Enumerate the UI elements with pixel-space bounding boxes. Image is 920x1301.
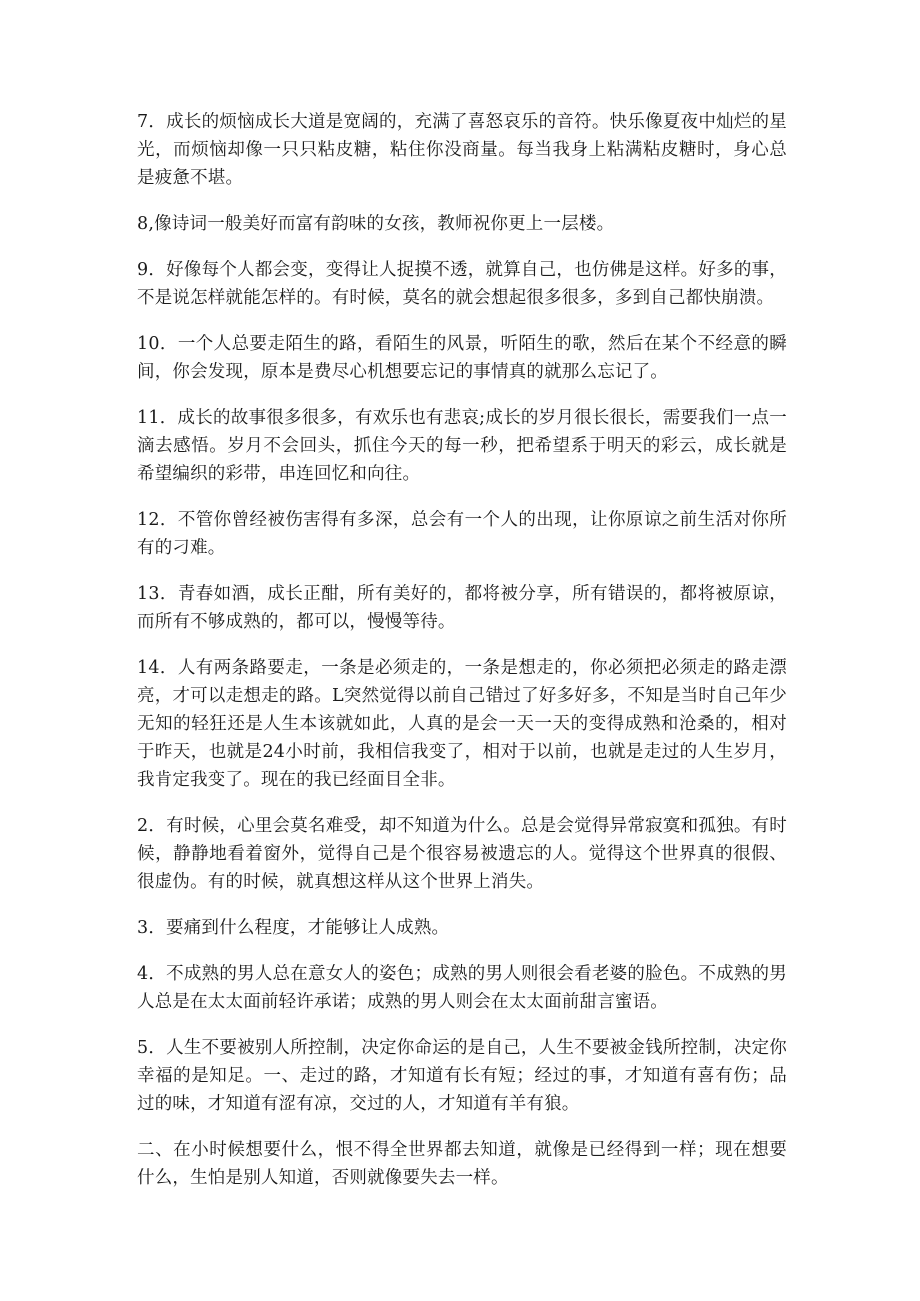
paragraph-13: 13．青春如酒，成长正酣，所有美好的，都将被分享，所有错误的，都将被原谅，而所有不够成熟的，都可以，慢慢等待。 — [137, 584, 787, 632]
paragraph-12: 12．不管你曾经被伤害得有多深，总会有一个人的出现，让你原谅之前生活对你所有的刁难。 — [137, 510, 787, 558]
paragraph-er: 二、在小时候想要什么，恨不得全世界都去知道，就像是已经得到一样；现在想要什么，生怕是别人知道，否则就像要失去一样。 — [137, 1140, 787, 1188]
paragraph-7: 7．成长的烦恼成长大道是宽阔的，充满了喜怒哀乐的音符。快乐像夏夜中灿烂的星光，而烦恼却像一只只粘皮糖，粘住你没商量。每当我身上粘满粘皮糖时，身心总是疲惫不堪。 — [137, 112, 787, 188]
paragraph-5: 5．人生不要被别人所控制，决定你命运的是自己，人生不要被金钱所控制，决定你幸福的是知足。一、走过的路，才知道有长有短；经过的事，才知道有喜有伤；品过的味，才知道有涩有凉，交过的人，才知道有羊有狼。 — [137, 1038, 787, 1114]
paragraph-10: 10．一个人总要走陌生的路，看陌生的风景，听陌生的歌，然后在某个不经意的瞬间，你会发现，原本是费尽心机想要忘记的事情真的就那么忘记了。 — [137, 334, 787, 382]
paragraph-9: 9．好像每个人都会变，变得让人捉摸不透，就算自己，也仿佛是这样。好多的事，不是说怎样就能怎样的。有时候，莫名的就会想起很多很多，多到自己都快崩溃。 — [137, 260, 787, 308]
paragraph-2: 2．有时候，心里会莫名难受，却不知道为什么。总是会觉得异常寂寞和孤独。有时候，静静地看着窗外，觉得自己是个很容易被遗忘的人。觉得这个世界真的很假、很虚伪。有的时候，就真想这样从这个世界上消失。 — [137, 816, 787, 892]
paragraph-11: 11．成长的故事很多很多，有欢乐也有悲哀;成长的岁月很长很长，需要我们一点一滴去感悟。岁月不会回头，抓住今天的每一秒，把希望系于明天的彩云，成长就是希望编织的彩带，串连回忆和向往。 — [137, 408, 787, 484]
paragraph-3: 3．要痛到什么程度，才能够让人成熟。 — [137, 918, 450, 938]
paragraph-8: 8,像诗词一般美好而富有韵味的女孩，教师祝你更上一层楼。 — [137, 214, 615, 234]
paragraph-14: 14．人有两条路要走，一条是必须走的，一条是想走的，你必须把必须走的路走漂亮，才可以走想走的路。L突然觉得以前自己错过了好多好多，不知是当时自己年少无知的轻狂还是人生本该就如此，人真的是会一天一天的变得成熟和沧桑的，相对于昨天，也就是24小时前，我相信我变了，相对于以前，也就是走过的人生岁月，我肯定我变了。现在的我已经面目全非。 — [137, 658, 787, 790]
document-body — [137, 108, 787, 1210]
paragraph-4: 4．不成熟的男人总在意女人的姿色；成熟的男人则很会看老婆的脸色。不成熟的男人总是在太太面前轻许承诺；成熟的男人则会在太太面前甜言蜜语。 — [137, 964, 787, 1012]
